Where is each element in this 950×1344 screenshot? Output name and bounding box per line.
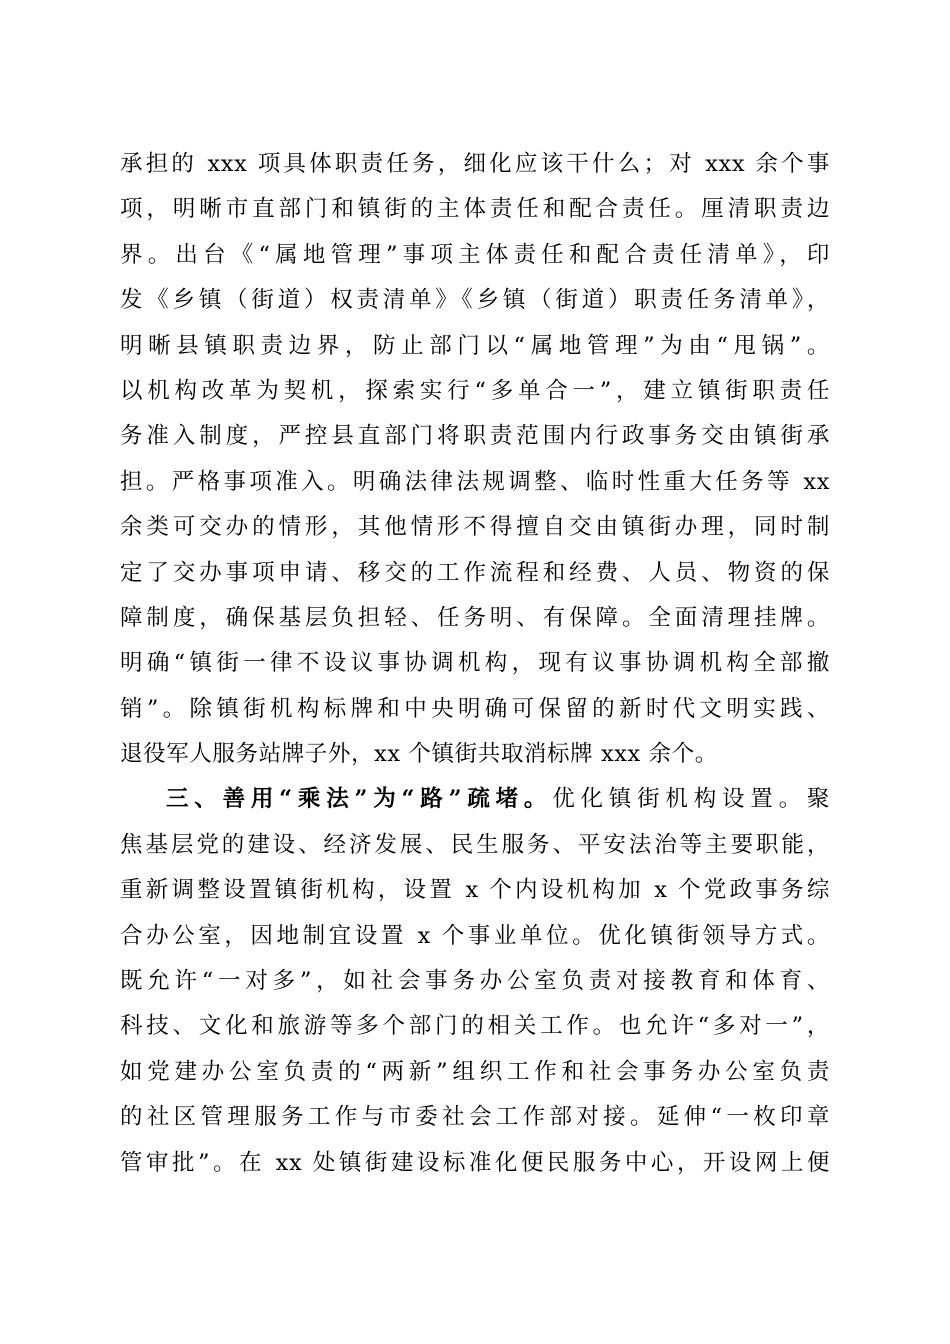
paragraph-line: 定了交办事项申请、移交的工作流程和经费、人员、物资的保 <box>120 559 830 586</box>
paragraph-line: 明晰县镇职责边界，防止部门以“属地管理”为由“甩锅”。 <box>120 332 830 359</box>
paragraph-line: 重新调整设置镇街机构，设置 x 个内设机构加 x 个党政事务综 <box>120 877 830 904</box>
paragraph-line: 焦基层党的建设、经济发展、民生服务、平安法治等主要职能， <box>120 831 830 858</box>
paragraph-line: 余类可交办的情形，其他情形不得擅自交由镇街办理，同时制 <box>120 514 830 541</box>
document-body <box>120 142 830 1186</box>
paragraph-line: 既允许“一对多”，如社会事务办公室负责对接教育和体育、 <box>120 968 830 995</box>
section-3-heading: 三、善用“乘法”为“路”疏堵。 <box>166 786 553 813</box>
paragraph-line: 科技、文化和旅游等多个部门的相关工作。也允许“多对一”， <box>120 1013 830 1040</box>
paragraph-line: 管审批”。在 xx 处镇街建设标准化便民服务中心，开设网上便 <box>120 1149 830 1176</box>
paragraph-line: 以机构改革为契机，探索实行“多单合一”，建立镇街职责任 <box>120 377 830 404</box>
section-3-first-line <box>120 777 830 822</box>
paragraph-line: 明确“镇街一律不设议事协调机构，现有议事协调机构全部撤 <box>120 650 830 677</box>
paragraph-line: 退役军人服务站牌子外，xx 个镇街共取消标牌 xxx 余个。 <box>120 741 718 768</box>
paragraph-line: 发《乡镇（街道）权责清单》《乡镇（街道）职责任务清单》， <box>120 287 830 314</box>
paragraph-line: 销”。除镇街机构标牌和中央明确可保留的新时代文明实践、 <box>120 695 830 722</box>
paragraph-line: 项，明晰市直部门和镇街的主体责任和配合责任。厘清职责边 <box>120 196 830 223</box>
section-3-first-line-text: 优化镇街机构设置。聚 <box>552 786 830 813</box>
paragraph-line: 界。出台《“属地管理”事项主体责任和配合责任清单》，印 <box>120 241 830 268</box>
paragraph-line: 的社区管理服务工作与市委社会工作部对接。延伸“一枚印章 <box>120 1104 830 1131</box>
paragraph-line: 担。严格事项准入。明确法律法规调整、临时性重大任务等 xx <box>120 468 830 495</box>
paragraph-line: 合办公室，因地制宜设置 x 个事业单位。优化镇街领导方式。 <box>120 922 830 949</box>
paragraph-line: 障制度，确保基层负担轻、任务明、有保障。全面清理挂牌。 <box>120 604 830 631</box>
paragraph-line: 务准入制度，严控县直部门将职责范围内行政事务交由镇街承 <box>120 423 830 450</box>
paragraph-line: 如党建办公室负责的“两新”组织工作和社会事务办公室负责 <box>120 1058 830 1085</box>
paragraph-line: 承担的 xxx 项具体职责任务，细化应该干什么；对 xxx 余个事 <box>120 151 830 177</box>
